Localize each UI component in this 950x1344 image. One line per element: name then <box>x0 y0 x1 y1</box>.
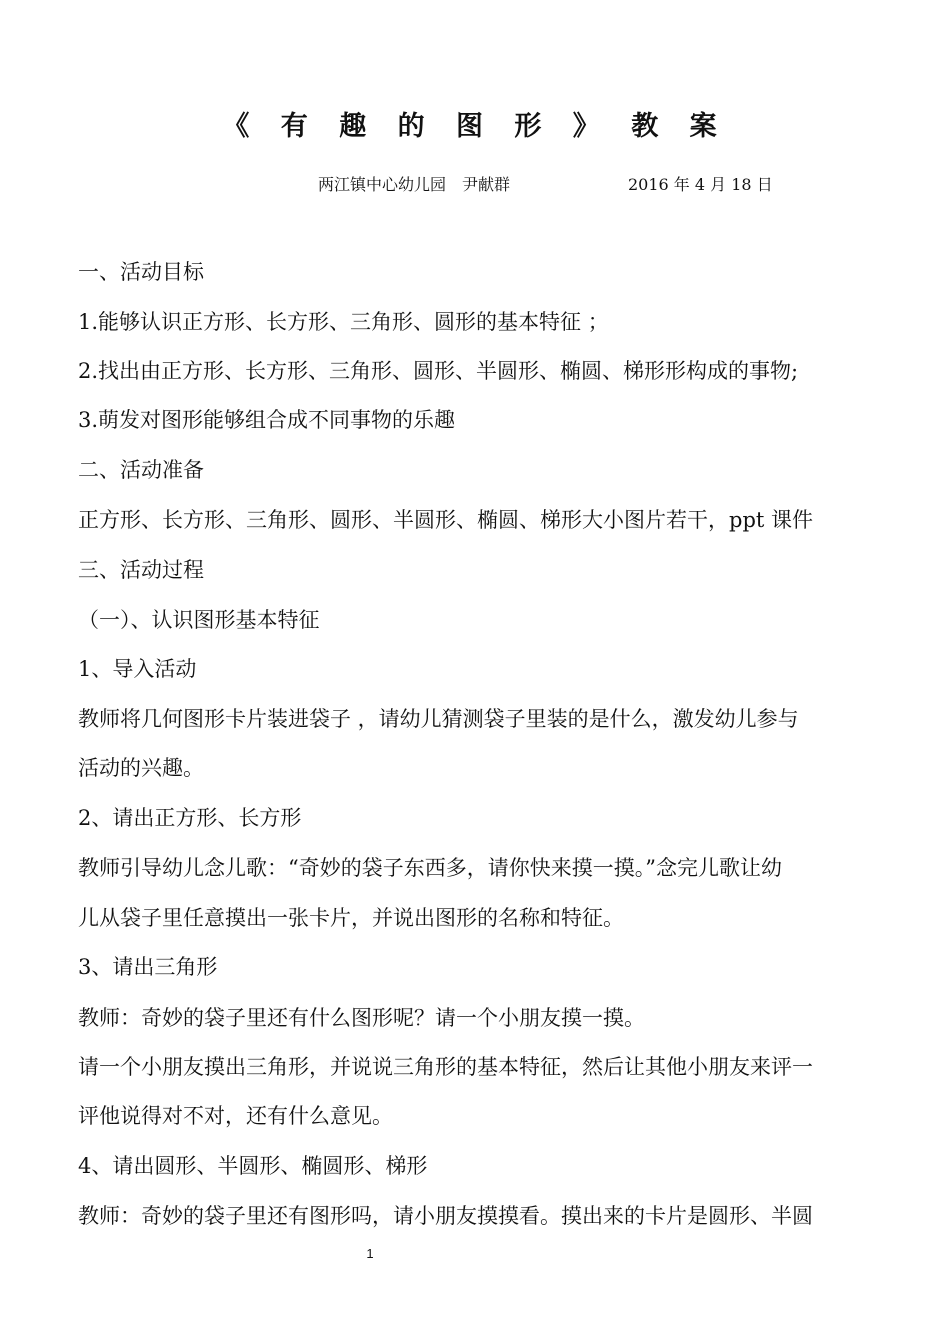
paragraph-line: 评他说得对不对，还有什么意见。 <box>78 1104 393 1128</box>
paragraph-line: 教师：奇妙的袋子里还有图形吗，请小朋友摸摸看。摸出来的卡片是圆形、半圆 <box>78 1204 813 1228</box>
byline-author: 两江镇中心幼儿园 尹献群 <box>318 175 511 194</box>
step-heading: 3、请出三角形 <box>78 955 218 979</box>
step-heading: 1、导入活动 <box>78 657 197 681</box>
section-heading: 三、活动过程 <box>78 558 204 582</box>
paragraph-line: 教师引导幼儿念儿歌：“奇妙的袋子东西多，请你快来摸一摸。”念完儿歌让幼 <box>78 856 782 880</box>
subsection-heading: （一）、认识图形基本特征 <box>78 608 320 632</box>
paragraph-line: 活动的兴趣。 <box>78 756 204 780</box>
page-number: 1 <box>366 1246 374 1261</box>
paragraph-line: 儿从袋子里任意摸出一张卡片，并说出图形的名称和特征。 <box>78 906 624 930</box>
paragraph-line: 2.找出由正方形、长方形、三角形、圆形、半圆形、椭圆、梯形形构成的事物; <box>78 359 799 383</box>
section-heading: 二、活动准备 <box>78 458 204 482</box>
document-title: 《 有 趣 的 图 形 》 教 案 <box>222 111 728 142</box>
paragraph-line: 3.萌发对图形能够组合成不同事物的乐趣 <box>78 408 456 432</box>
section-heading: 一、活动目标 <box>78 260 204 284</box>
paragraph-line: 1.能够认识正方形、长方形、三角形、圆形的基本特征 ； <box>78 310 609 334</box>
step-heading: 2、请出正方形、长方形 <box>78 806 302 830</box>
paragraph-line: 请一个小朋友摸出三角形，并说说三角形的基本特征，然后让其他小朋友来评一 <box>78 1055 813 1079</box>
paragraph-line: 教师：奇妙的袋子里还有什么图形呢？请一个小朋友摸一摸。 <box>78 1006 645 1030</box>
paragraph-line: 教师将几何图形卡片装进袋子 ，请幼儿猜测袋子里装的是什么，激发幼儿参与 <box>78 707 799 731</box>
byline-date: 2016 年 4 月 18 日 <box>628 175 773 194</box>
paragraph-line: 正方形、长方形、三角形、圆形、半圆形、椭圆、梯形大小图片若干，ppt 课件 <box>78 508 813 532</box>
step-heading: 4、请出圆形、半圆形、椭圆形、梯形 <box>78 1154 428 1178</box>
